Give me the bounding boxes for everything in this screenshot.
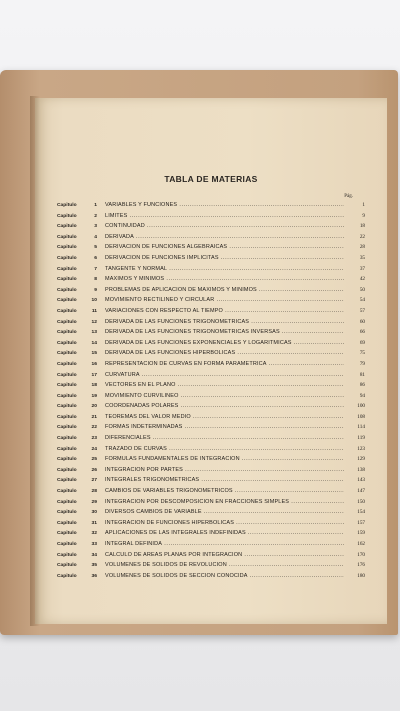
chapter-label: Capitulo xyxy=(57,203,77,208)
chapter-title: MOVIMIENTO CURVILINEO ..... xyxy=(105,393,344,399)
chapter-number: 16 xyxy=(91,361,97,367)
chapter-title: VARIABLES Y FUNCIONES ..... xyxy=(105,202,344,208)
chapter-number: 2 xyxy=(94,213,97,219)
chapter-number: 32 xyxy=(91,531,97,537)
toc-entry xyxy=(35,297,387,308)
chapter-page-number: 18 xyxy=(359,223,365,230)
chapter-label: Capitulo xyxy=(57,224,77,230)
chapter-label: Capitulo xyxy=(57,234,77,240)
chapter-title: REPRESENTACION DE CURVAS EN FORMA PARAMETRICA ..... xyxy=(105,361,344,367)
chapter-label: Capitulo xyxy=(57,436,77,442)
chapter-number: 6 xyxy=(94,255,97,261)
chapter-number: 30 xyxy=(91,510,97,516)
chapter-number: 31 xyxy=(91,520,97,526)
chapter-number: 12 xyxy=(91,319,97,325)
chapter-page-number: 170 xyxy=(357,551,365,558)
chapter-label: Capitulo xyxy=(57,319,77,325)
chapter-number: 21 xyxy=(91,414,97,420)
toc-entry xyxy=(35,435,387,446)
chapter-title: DIVERSOS CAMBIOS DE VARIABLE ..... xyxy=(105,509,344,515)
chapter-label: Capitulo xyxy=(57,213,77,219)
chapter-label: Capitulo xyxy=(57,531,77,537)
chapter-page-number: 159 xyxy=(357,530,365,537)
chapter-page-number: 9 xyxy=(362,212,365,219)
chapter-title: TEOREMAS DEL VALOR MEDIO ..... xyxy=(105,414,344,420)
chapter-label: Capitulo xyxy=(57,255,77,261)
chapter-number: 3 xyxy=(94,224,97,230)
chapter-page-number: 176 xyxy=(357,562,365,569)
chapter-page-number: 129 xyxy=(357,456,365,463)
toc-title: TABLA DE MATERIAS xyxy=(164,174,258,184)
chapter-number: 10 xyxy=(91,298,97,304)
chapter-number: 8 xyxy=(94,277,97,283)
chapter-label: Capitulo xyxy=(57,573,77,579)
chapter-label: Capitulo xyxy=(57,383,77,389)
chapter-page-number: 86 xyxy=(359,382,365,389)
chapter-title: TRAZADO DE CURVAS ..... xyxy=(105,446,344,452)
chapter-number: 34 xyxy=(91,552,97,558)
chapter-page-number: 119 xyxy=(357,435,365,442)
chapter-page-number: 123 xyxy=(357,445,365,452)
chapter-title: APLICACIONES DE LAS INTEGRALES INDEFINIDAS ..... xyxy=(105,530,344,536)
chapter-page-number: 37 xyxy=(359,265,365,272)
toc-entry xyxy=(35,340,387,351)
chapter-number: 15 xyxy=(91,351,97,357)
toc-list xyxy=(35,202,387,583)
chapter-number: 7 xyxy=(94,266,97,272)
toc-entry xyxy=(35,403,387,414)
chapter-page-number: 1 xyxy=(362,202,365,208)
chapter-title: MOVIMIENTO RECTILINEO Y CIRCULAR ..... xyxy=(105,297,344,303)
page-column-label: Pág. xyxy=(344,194,353,199)
toc-entry xyxy=(35,202,387,213)
toc-entry xyxy=(35,329,387,340)
toc-entry xyxy=(35,266,387,277)
chapter-title: FORMULAS FUNDAMENTALES DE INTEGRACION ..... xyxy=(105,456,344,462)
chapter-label: Capitulo xyxy=(57,393,77,399)
chapter-title: INTEGRACION POR PARTES ..... xyxy=(105,467,344,473)
chapter-title: FORMAS INDETERMINADAS ..... xyxy=(105,424,344,430)
spine-shadow xyxy=(30,96,40,626)
chapter-number: 14 xyxy=(91,340,97,346)
chapter-page-number: 162 xyxy=(357,541,365,547)
chapter-label: Capitulo xyxy=(57,489,77,495)
chapter-title: VARIACIONES CON RESPECTO AL TIEMPO ..... xyxy=(105,308,344,314)
chapter-page-number: 60 xyxy=(359,318,365,325)
chapter-label: Capitulo xyxy=(57,520,77,526)
chapter-page-number: 75 xyxy=(359,350,365,357)
toc-entry xyxy=(35,414,387,425)
chapter-page-number: 69 xyxy=(359,339,365,346)
chapter-label: Capitulo xyxy=(57,287,77,293)
chapter-label: Capitulo xyxy=(57,478,77,484)
toc-entry xyxy=(35,424,387,435)
chapter-title: INTEGRACION POR DESCOMPOSICION EN FRACCIONES SIMPLES ..... xyxy=(105,499,344,505)
chapter-title: VOLUMENES DE SOLIDOS DE SECCION CONOCIDA ..... xyxy=(105,573,344,579)
chapter-page-number: 157 xyxy=(357,519,365,526)
chapter-label: Capitulo xyxy=(57,563,77,569)
chapter-number: 11 xyxy=(91,308,97,314)
chapter-label: Capitulo xyxy=(57,446,77,452)
toc-entry xyxy=(35,552,387,563)
chapter-number: 20 xyxy=(91,404,97,410)
chapter-label: Capitulo xyxy=(57,499,77,505)
chapter-number: 25 xyxy=(91,457,97,463)
chapter-number: 18 xyxy=(91,383,97,389)
chapter-title: DERIVADA DE LAS FUNCIONES TRIGONOMETRICAS ..... xyxy=(105,319,344,325)
chapter-label: Capitulo xyxy=(57,404,77,410)
toc-entry xyxy=(35,372,387,383)
chapter-title: CURVATURA ..... xyxy=(105,372,344,378)
chapter-number: 19 xyxy=(91,393,97,399)
chapter-page-number: 154 xyxy=(357,509,365,516)
chapter-page-number: 150 xyxy=(357,498,365,505)
toc-entry xyxy=(35,244,387,255)
toc-entry xyxy=(35,509,387,520)
chapter-label: Capitulo xyxy=(57,467,77,473)
chapter-title: INTEGRALES TRIGONOMETRICAS ..... xyxy=(105,477,344,483)
chapter-label: Capitulo xyxy=(57,552,77,558)
toc-entry xyxy=(35,393,387,404)
toc-entry xyxy=(35,234,387,245)
chapter-page-number: 35 xyxy=(359,254,365,261)
chapter-label: Capitulo xyxy=(57,298,77,304)
chapter-label: Capitulo xyxy=(57,308,77,314)
chapter-number: 5 xyxy=(94,245,97,251)
chapter-title: CAMBIOS DE VARIABLES TRIGONOMETRICOS ..... xyxy=(105,488,344,494)
chapter-page-number: 54 xyxy=(359,297,365,304)
chapter-number: 36 xyxy=(91,573,97,579)
chapter-page-number: 100 xyxy=(357,403,365,410)
chapter-number: 22 xyxy=(91,425,97,431)
chapter-label: Capitulo xyxy=(57,351,77,357)
chapter-title: PROBLEMAS DE APLICACION DE MAXIMOS Y MINIMOS ..... xyxy=(105,287,344,293)
chapter-page-number: 94 xyxy=(359,392,365,399)
chapter-number: 33 xyxy=(91,542,97,547)
chapter-label: Capitulo xyxy=(57,372,77,378)
chapter-number: 26 xyxy=(91,467,97,473)
chapter-page-number: 138 xyxy=(357,466,365,473)
chapter-page-number: 81 xyxy=(359,371,365,378)
chapter-number: 23 xyxy=(91,436,97,442)
toc-entry xyxy=(35,488,387,499)
chapter-title: INTEGRAL DEFINIDA ..... xyxy=(105,541,344,547)
chapter-label: Capitulo xyxy=(57,277,77,283)
chapter-label: Capitulo xyxy=(57,425,77,431)
chapter-title: VOLUMENES DE SOLIDOS DE REVOLUCION ..... xyxy=(105,562,344,568)
chapter-title: DERIVADA DE LAS FUNCIONES EXPONENCIALES Y LOGARITMICAS ..... xyxy=(105,340,344,346)
chapter-label: Capitulo xyxy=(57,457,77,463)
chapter-page-number: 180 xyxy=(357,572,365,579)
toc-entry xyxy=(35,573,387,584)
toc-entry xyxy=(35,477,387,488)
toc-entry xyxy=(35,467,387,478)
chapter-title: CALCULO DE AREAS PLANAS POR INTEGRACION ..... xyxy=(105,552,344,558)
chapter-page-number: 42 xyxy=(359,276,365,283)
chapter-number: 35 xyxy=(91,563,97,569)
chapter-number: 28 xyxy=(91,489,97,495)
chapter-page-number: 79 xyxy=(359,360,365,367)
chapter-page-number: 108 xyxy=(357,413,365,420)
book-page xyxy=(35,98,387,624)
toc-entry xyxy=(35,456,387,467)
chapter-number: 29 xyxy=(91,499,97,505)
chapter-number: 4 xyxy=(94,234,97,240)
chapter-title: VECTORES EN EL PLANO ..... xyxy=(105,382,344,388)
chapter-label: Capitulo xyxy=(57,542,77,547)
chapter-label: Capitulo xyxy=(57,361,77,367)
chapter-title: INTEGRACION DE FUNCIONES HIPERBOLICAS ..... xyxy=(105,520,344,526)
toc-entry xyxy=(35,541,387,552)
chapter-label: Capitulo xyxy=(57,414,77,420)
chapter-page-number: 147 xyxy=(357,488,365,495)
chapter-page-number: 57 xyxy=(359,307,365,314)
chapter-number: 13 xyxy=(91,330,97,336)
chapter-number: 24 xyxy=(91,446,97,452)
chapter-title: COORDENADAS POLARES ..... xyxy=(105,403,344,409)
chapter-page-number: 28 xyxy=(359,244,365,251)
chapter-number: 17 xyxy=(91,372,97,378)
toc-entry xyxy=(35,361,387,372)
chapter-label: Capitulo xyxy=(57,245,77,251)
toc-entry xyxy=(35,350,387,361)
chapter-title: DERIVACION DE FUNCIONES IMPLICITAS ..... xyxy=(105,255,344,261)
toc-entry xyxy=(35,308,387,319)
toc-entry xyxy=(35,276,387,287)
chapter-label: Capitulo xyxy=(57,330,77,336)
chapter-number: 27 xyxy=(91,478,97,484)
toc-entry xyxy=(35,255,387,266)
chapter-title: LIMITES ..... xyxy=(105,213,344,219)
chapter-title: MAXIMOS Y MINIMOS ..... xyxy=(105,276,344,282)
toc-entry xyxy=(35,382,387,393)
toc-entry xyxy=(35,520,387,531)
chapter-page-number: 114 xyxy=(357,424,365,431)
toc-entry xyxy=(35,213,387,224)
toc-entry xyxy=(35,223,387,234)
chapter-page-number: 143 xyxy=(357,477,365,484)
chapter-label: Capitulo xyxy=(57,340,77,346)
chapter-number: 1 xyxy=(94,203,97,208)
chapter-title: DERIVADA DE LAS FUNCIONES HIPERBOLICAS ..... xyxy=(105,350,344,356)
chapter-page-number: 50 xyxy=(359,286,365,293)
chapter-title: CONTINUIDAD ..... xyxy=(105,223,344,229)
chapter-title: DERIVADA DE LAS FUNCIONES TRIGONOMETRICAS INVERSAS ..... xyxy=(105,329,344,335)
chapter-title: DIFERENCIALES ..... xyxy=(105,435,344,441)
toc-entry xyxy=(35,319,387,330)
chapter-number: 9 xyxy=(94,287,97,293)
toc-entry xyxy=(35,287,387,298)
toc-entry xyxy=(35,562,387,573)
chapter-label: Capitulo xyxy=(57,510,77,516)
toc-entry xyxy=(35,499,387,510)
chapter-title: DERIVADA ..... xyxy=(105,234,344,240)
chapter-title: TANGENTE Y NORMAL ..... xyxy=(105,266,344,272)
toc-entry xyxy=(35,446,387,457)
chapter-page-number: 22 xyxy=(359,233,365,240)
chapter-label: Capitulo xyxy=(57,266,77,272)
toc-entry xyxy=(35,530,387,541)
chapter-title: DERIVACION DE FUNCIONES ALGEBRAICAS ..... xyxy=(105,244,344,250)
chapter-page-number: 66 xyxy=(359,329,365,336)
